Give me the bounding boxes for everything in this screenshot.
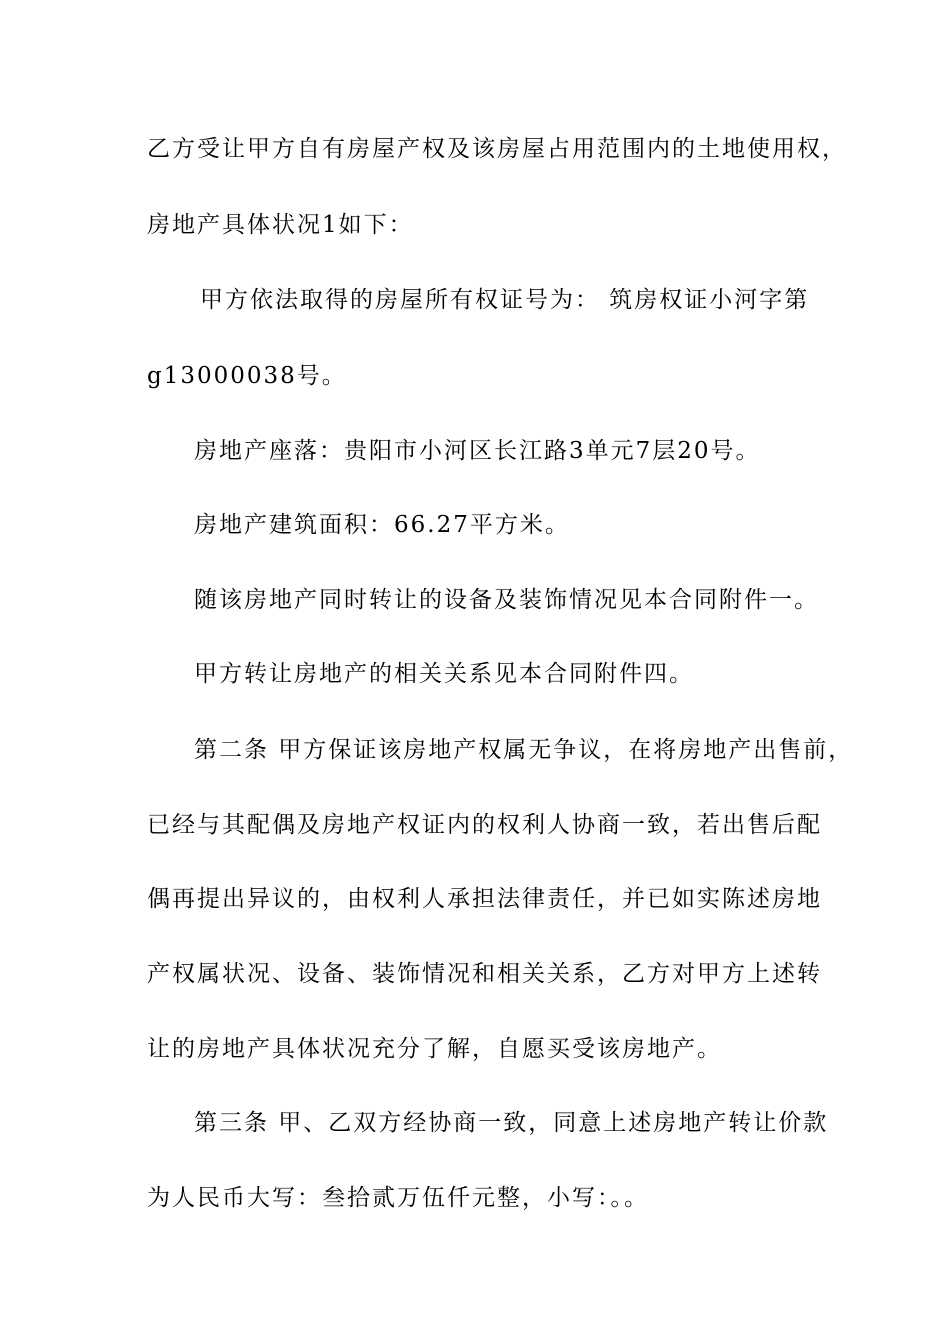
- text-line: 第二条 甲方保证该房地产权属无争议，在将房地产出售前，: [194, 737, 854, 763]
- text-line: 为人民币大写：叁拾贰万伍仟元整，小写：。。: [147, 1185, 649, 1211]
- text-line: 产权属状况、设备、装饰情况和相关关系，乙方对甲方上述转: [147, 961, 822, 987]
- text-line: 房地产座落：贵阳市小河区长江路3单元7层20号。: [194, 438, 761, 464]
- text-line: 随该房地产同时转让的设备及装饰情况见本合同附件一。: [194, 587, 819, 613]
- text-line: 偶再提出异议的，由权利人承担法律责任，并已如实陈述房地: [147, 886, 822, 912]
- text-line: 让的房地产具体状况充分了解，自愿买受该房地产。: [147, 1036, 722, 1062]
- text-line: g13000038号。: [147, 363, 347, 389]
- text-line: 第三条 甲、乙双方经协商一致，同意上述房地产转让价款: [194, 1110, 829, 1136]
- text-line: 房地产建筑面积：66.27平方米。: [194, 512, 570, 538]
- text-line: 乙方受让甲方自有房屋产权及该房屋占用范围内的土地使用权，: [147, 136, 847, 162]
- text-line: 已经与其配偶及房地产权证内的权利人协商一致，若出售后配: [147, 812, 822, 838]
- text-line: 甲方转让房地产的相关关系见本合同附件四。: [194, 661, 694, 687]
- text-line: 甲方依法取得的房屋所有权证号为： 筑房权证小河字第: [200, 287, 810, 313]
- text-line: 房地产具体状况1如下：: [147, 212, 414, 238]
